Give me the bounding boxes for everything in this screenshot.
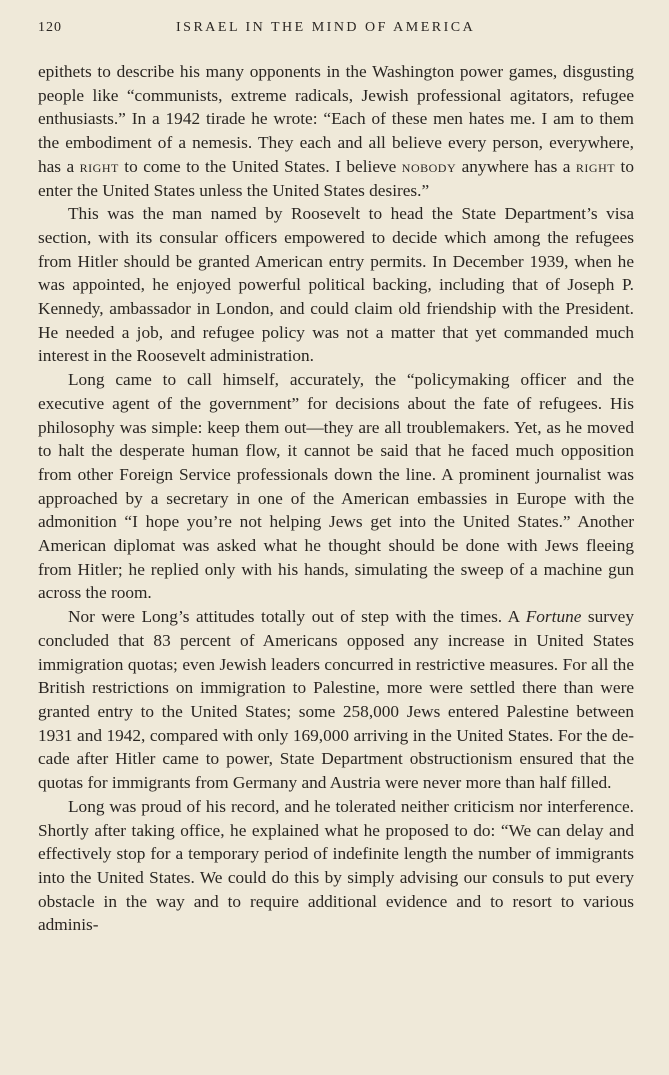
- paragraph-1: epithets to describe his many opponents in the Washington power games, disgusting people like “communists, extreme radicals, Jewish professional agitators, refugee enthusiasts.” In a 1942 tirade he wrote: “Each of these men hates me. I am to them the embodiment of a nemesis. They each and all believe every person, everywhere, has a right to come to the United States. I believe nobody anywhere has a right to enter the United States unless the United States desires.”: [38, 62, 634, 200]
- page-header: [38, 20, 634, 42]
- paragraph-3: Long came to call himself, accurately, the “policymaking officer and the executive agent of the government” for decisions about the fate of refugees. His philosophy was simple: keep them out—they are all troublemakers. Yet, as he moved to halt the desperate human flow, it cannot be said that he faced much opposition from other Foreign Service professionals down the line. A prominent journalist was approached by a secretary in one of the American embassies in Europe with the admonition “I hope you’re not helping Jews get into the United States.” Another American diplomat was asked what he thought should be done with Jews fleeing from Hitler; he replied only with his hands, simulating the sweep of a machine gun across the room.: [38, 370, 634, 603]
- running-title: ISRAEL IN THE MIND OF AMERICA: [176, 20, 476, 35]
- paragraph-5: Long was proud of his record, and he tolerated neither criticism nor interference. Shortly after taking office, he explained what he proposed to do: “We can delay and effectively stop for a temporary period of indefinite length the number of immigrants into the United States. We could do this by simply advising our consuls to put every obstacle in the way and to require additional evidence and to resort to various adminis-: [38, 796, 634, 935]
- paragraph-4: Nor were Long’s attitudes totally out of step with the times. A Fortune survey concluded that 83 percent of Americans opposed any increase in United States immigration quotas; even Jewish leaders concurred in restrictive measures. For all the British restrictions on immigration to Palestine, more were settled there than were granted entry to the United States; some 258,000 Jews entered Palestine between 1931 and 1942, compared with only 169,000 arriving in the United States. For the decade after Hitler came to power, State Department obstructionism ensured that the quotas for immigrants from Germany and Austria were never more than half filled.: [38, 607, 634, 793]
- italic-fortune: Fortune: [525, 607, 582, 627]
- page-number: 120: [38, 20, 62, 35]
- paragraph-2: This was the man named by Roosevelt to head the State Department’s visa section, with its consular officers empowered to decide which among the refugees from Hitler should be granted American entry permits. In December 1939, when he was appointed, he enjoyed powerful political backing, including that of Joseph P. Kennedy, ambassador in London, and could claim old friendship with the President. He needed a job, and refugee policy was not a matter that yet commanded much interest in the Roosevelt administration.: [38, 204, 634, 366]
- small-caps-nobody: nobody: [401, 156, 457, 176]
- body-text: [38, 60, 634, 937]
- small-caps-right-2: right: [575, 156, 616, 176]
- small-caps-right: right: [79, 156, 119, 176]
